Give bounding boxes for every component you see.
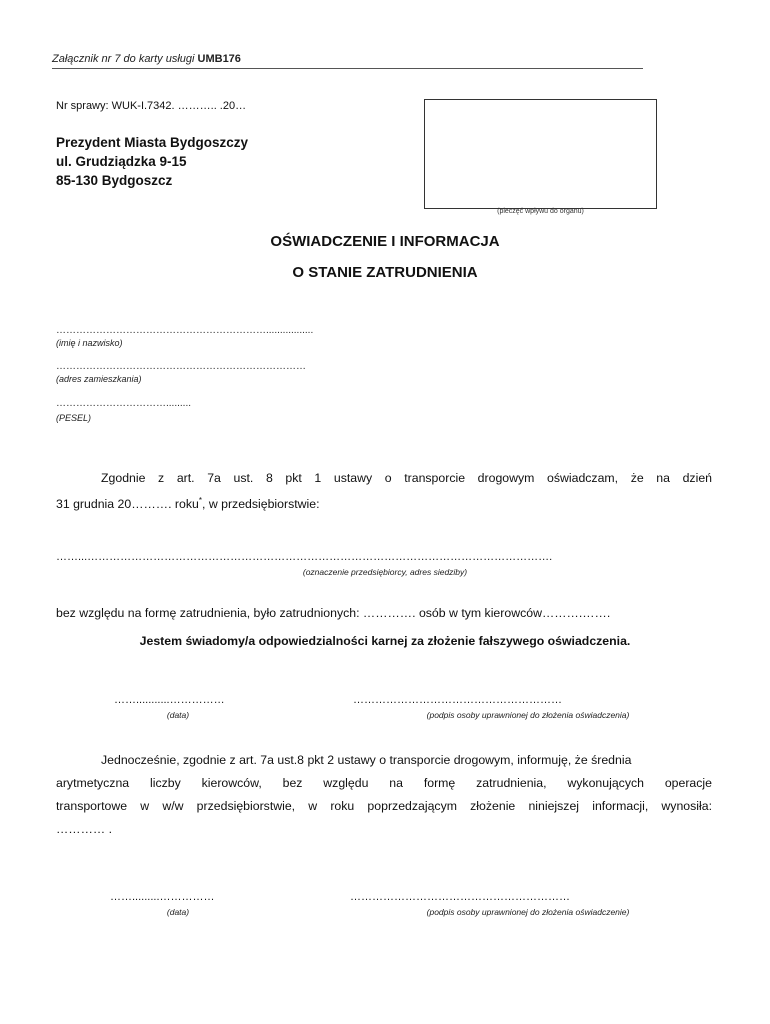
information-paragraph	[56, 749, 712, 841]
case-number: Nr sprawy: WUK-I.7342. ……….. .20…	[56, 100, 247, 112]
signature-caption-1: (podpis osoby uprawnionej do złożenia oświadczenia)	[426, 710, 630, 720]
header-divider	[52, 68, 643, 69]
stamp-box[interactable]	[424, 99, 657, 209]
attachment-code: UMB176	[197, 53, 241, 65]
company-caption: (oznaczenie przedsiębiorcy, adres siedziby)	[302, 567, 468, 577]
company-field[interactable]: ……...……………………………………………………………………………………………………………….	[56, 551, 553, 563]
statement-paragraph	[56, 467, 712, 515]
information-line-3: transportowe w w/w przedsiębiorstwie, w roku poprzedzającym złożenie niniejszej informacji, wynosiła:	[56, 799, 712, 813]
employment-line[interactable]: bez względu na formę zatrudnienia, było zatrudnionych: …………. osób w tym kierowców……….…….	[56, 606, 611, 620]
date-field-1[interactable]: ……...........……………	[114, 694, 225, 706]
date-caption-2: (data)	[166, 907, 190, 917]
stamp-caption: (pieczęć wpływu do organu)	[497, 208, 584, 215]
attachment-prefix: Załącznik nr 7 do karty usługi	[52, 53, 198, 65]
pesel-caption: (PESEL)	[56, 413, 92, 423]
attachment-header	[52, 53, 241, 65]
recipient-address	[56, 133, 248, 190]
document-title: OŚWIADCZENIE I INFORMACJA	[270, 233, 500, 250]
liability-statement: Jestem świadomy/a odpowiedzialności karnej za złożenie fałszywego oświadczenia.	[139, 634, 631, 648]
address-caption: (adres zamieszkania)	[56, 374, 142, 384]
name-caption: (imię i nazwisko)	[56, 338, 123, 348]
statement-line-2[interactable]: 31 grudnia 20………. roku	[56, 497, 199, 512]
date-field-2[interactable]: …….........……………	[110, 891, 215, 903]
document-subtitle: O STANIE ZATRUDNIENIA	[292, 264, 478, 281]
footnote-mark: *	[198, 496, 202, 505]
pesel-field[interactable]: …………………………….........	[56, 398, 192, 409]
signature-caption-2: (podpis osoby uprawnionej do złożenia oświadczenie)	[426, 907, 630, 917]
address-field[interactable]: …………………………………………………………………	[56, 361, 306, 372]
information-line-4[interactable]: ………… .	[56, 822, 113, 836]
date-caption-1: (data)	[166, 710, 190, 720]
signature-field-1[interactable]: …………………………………………………	[353, 694, 562, 706]
information-line-1: Jednocześnie, zgodnie z art. 7a ust.8 pkt 2 ustawy o transporcie drogowym, informuję, że średnia	[101, 753, 632, 767]
recipient-line-1: Prezydent Miasta Bydgoszczy	[56, 135, 249, 150]
information-line-2: arytmetyczna liczby kierowców, bez względu na formę zatrudnienia, wykonujących operacje	[56, 776, 712, 790]
signature-field-2[interactable]: ……………………………………………………	[350, 891, 570, 903]
statement-line-1: Zgodnie z art. 7a ust. 8 pkt 1 ustawy o transporcie drogowym oświadczam, że na dzień	[101, 471, 712, 485]
statement-line-2-end: , w przedsiębiorstwie:	[201, 497, 320, 512]
recipient-line-3: 85-130 Bydgoszcz	[56, 173, 173, 188]
name-field[interactable]: ……………………………………………………….................	[56, 325, 314, 336]
recipient-line-2: ul. Grudziądzka 9-15	[56, 154, 187, 169]
